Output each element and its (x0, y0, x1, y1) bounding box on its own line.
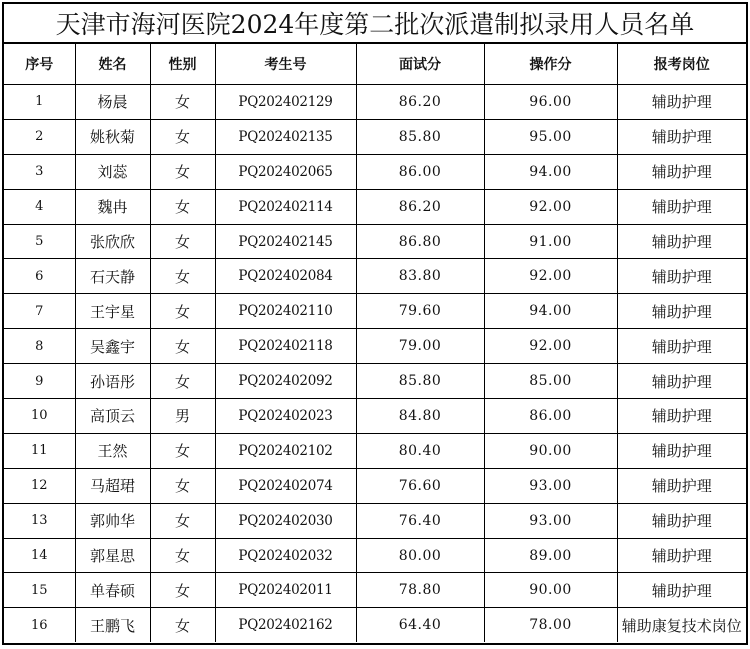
cell-practical-score: 89.00 (484, 538, 617, 573)
cell-candidate-id: PQ202402102 (215, 433, 356, 468)
cell-candidate-id: PQ202402129 (215, 85, 356, 120)
cell-interview-score: 79.60 (356, 294, 484, 329)
cell-name: 王宇星 (75, 294, 150, 329)
cell-position: 辅助护理 (617, 573, 746, 608)
cell-name: 张欣欣 (75, 224, 150, 259)
col-header-candidate-id: 考生号 (215, 44, 356, 85)
cell-name: 杨晨 (75, 85, 150, 120)
cell-practical-score: 94.00 (484, 154, 617, 189)
cell-index: 16 (4, 608, 75, 642)
cell-interview-score: 80.00 (356, 538, 484, 573)
cell-interview-score: 86.00 (356, 154, 484, 189)
table-row (4, 329, 746, 364)
cell-interview-score: 80.40 (356, 433, 484, 468)
cell-gender: 女 (150, 608, 215, 642)
cell-practical-score: 90.00 (484, 433, 617, 468)
cell-position: 辅助护理 (617, 364, 746, 399)
cell-position: 辅助护理 (617, 189, 746, 224)
document-title: 天津市海河医院2024年度第二批次派遣制拟录用人员名单 (4, 4, 746, 44)
cell-name: 马超珺 (75, 468, 150, 503)
cell-index: 6 (4, 259, 75, 294)
cell-index: 12 (4, 468, 75, 503)
cell-position: 辅助护理 (617, 294, 746, 329)
cell-index: 15 (4, 573, 75, 608)
cell-candidate-id: PQ202402114 (215, 189, 356, 224)
cell-candidate-id: PQ202402145 (215, 224, 356, 259)
cell-practical-score: 96.00 (484, 85, 617, 120)
cell-practical-score: 93.00 (484, 503, 617, 538)
cell-candidate-id: PQ202402065 (215, 154, 356, 189)
cell-gender: 女 (150, 119, 215, 154)
table-row (4, 259, 746, 294)
cell-gender: 女 (150, 294, 215, 329)
roster-body (4, 85, 746, 643)
cell-index: 14 (4, 538, 75, 573)
col-header-name: 姓名 (75, 44, 150, 85)
cell-candidate-id: PQ202402023 (215, 399, 356, 434)
table-row (4, 119, 746, 154)
cell-gender: 女 (150, 364, 215, 399)
cell-name: 刘蕊 (75, 154, 150, 189)
col-header-index: 序号 (4, 44, 75, 85)
cell-interview-score: 86.20 (356, 85, 484, 120)
table-row (4, 538, 746, 573)
table-row (4, 608, 746, 642)
table-row (4, 85, 746, 120)
cell-gender: 女 (150, 573, 215, 608)
cell-index: 10 (4, 399, 75, 434)
cell-gender: 女 (150, 259, 215, 294)
col-header-practical-score: 操作分 (484, 44, 617, 85)
table-row (4, 503, 746, 538)
cell-practical-score: 91.00 (484, 224, 617, 259)
cell-index: 11 (4, 433, 75, 468)
roster-table (4, 44, 746, 642)
cell-practical-score: 92.00 (484, 189, 617, 224)
cell-candidate-id: PQ202402011 (215, 573, 356, 608)
cell-practical-score: 93.00 (484, 468, 617, 503)
table-row (4, 294, 746, 329)
col-header-interview-score: 面试分 (356, 44, 484, 85)
cell-position: 辅助护理 (617, 433, 746, 468)
cell-index: 1 (4, 85, 75, 120)
cell-candidate-id: PQ202402074 (215, 468, 356, 503)
cell-position: 辅助护理 (617, 85, 746, 120)
table-row (4, 154, 746, 189)
cell-candidate-id: PQ202402118 (215, 329, 356, 364)
cell-position: 辅助护理 (617, 329, 746, 364)
table-row (4, 468, 746, 503)
col-header-gender: 性别 (150, 44, 215, 85)
cell-name: 郭帅华 (75, 503, 150, 538)
table-row (4, 399, 746, 434)
table-row (4, 364, 746, 399)
cell-practical-score: 90.00 (484, 573, 617, 608)
cell-index: 13 (4, 503, 75, 538)
cell-interview-score: 76.40 (356, 503, 484, 538)
cell-name: 孙语彤 (75, 364, 150, 399)
cell-practical-score: 95.00 (484, 119, 617, 154)
cell-practical-score: 94.00 (484, 294, 617, 329)
cell-position: 辅助护理 (617, 224, 746, 259)
cell-interview-score: 86.20 (356, 189, 484, 224)
cell-interview-score: 86.80 (356, 224, 484, 259)
cell-interview-score: 85.80 (356, 119, 484, 154)
cell-index: 3 (4, 154, 75, 189)
cell-practical-score: 86.00 (484, 399, 617, 434)
cell-candidate-id: PQ202402135 (215, 119, 356, 154)
cell-position: 辅助护理 (617, 119, 746, 154)
cell-index: 2 (4, 119, 75, 154)
cell-interview-score: 83.80 (356, 259, 484, 294)
cell-name: 王然 (75, 433, 150, 468)
cell-gender: 女 (150, 224, 215, 259)
cell-position: 辅助护理 (617, 259, 746, 294)
cell-practical-score: 92.00 (484, 329, 617, 364)
cell-gender: 女 (150, 433, 215, 468)
roster-sheet (2, 2, 748, 645)
cell-index: 5 (4, 224, 75, 259)
cell-gender: 女 (150, 468, 215, 503)
cell-interview-score: 85.80 (356, 364, 484, 399)
cell-interview-score: 64.40 (356, 608, 484, 642)
cell-gender: 男 (150, 399, 215, 434)
cell-candidate-id: PQ202402032 (215, 538, 356, 573)
cell-gender: 女 (150, 189, 215, 224)
cell-index: 7 (4, 294, 75, 329)
cell-name: 高顶云 (75, 399, 150, 434)
cell-position: 辅助护理 (617, 468, 746, 503)
cell-position: 辅助护理 (617, 154, 746, 189)
cell-name: 郭星思 (75, 538, 150, 573)
cell-position: 辅助护理 (617, 538, 746, 573)
cell-gender: 女 (150, 154, 215, 189)
cell-index: 4 (4, 189, 75, 224)
cell-position: 辅助护理 (617, 399, 746, 434)
cell-index: 8 (4, 329, 75, 364)
cell-name: 王鹏飞 (75, 608, 150, 642)
cell-candidate-id: PQ202402162 (215, 608, 356, 642)
table-row (4, 433, 746, 468)
cell-name: 单春硕 (75, 573, 150, 608)
cell-interview-score: 76.60 (356, 468, 484, 503)
cell-gender: 女 (150, 85, 215, 120)
cell-name: 石天静 (75, 259, 150, 294)
table-header-row (4, 44, 746, 85)
cell-interview-score: 79.00 (356, 329, 484, 364)
cell-name: 魏冉 (75, 189, 150, 224)
cell-index: 9 (4, 364, 75, 399)
cell-candidate-id: PQ202402110 (215, 294, 356, 329)
cell-name: 吴鑫宇 (75, 329, 150, 364)
col-header-position: 报考岗位 (617, 44, 746, 85)
cell-interview-score: 78.80 (356, 573, 484, 608)
cell-candidate-id: PQ202402084 (215, 259, 356, 294)
cell-position: 辅助护理 (617, 503, 746, 538)
table-row (4, 189, 746, 224)
cell-candidate-id: PQ202402092 (215, 364, 356, 399)
cell-position: 辅助康复技术岗位 (617, 608, 746, 642)
table-row (4, 224, 746, 259)
cell-practical-score: 85.00 (484, 364, 617, 399)
cell-gender: 女 (150, 329, 215, 364)
cell-interview-score: 84.80 (356, 399, 484, 434)
table-row (4, 573, 746, 608)
cell-gender: 女 (150, 538, 215, 573)
cell-practical-score: 78.00 (484, 608, 617, 642)
cell-gender: 女 (150, 503, 215, 538)
cell-name: 姚秋菊 (75, 119, 150, 154)
cell-candidate-id: PQ202402030 (215, 503, 356, 538)
cell-practical-score: 92.00 (484, 259, 617, 294)
